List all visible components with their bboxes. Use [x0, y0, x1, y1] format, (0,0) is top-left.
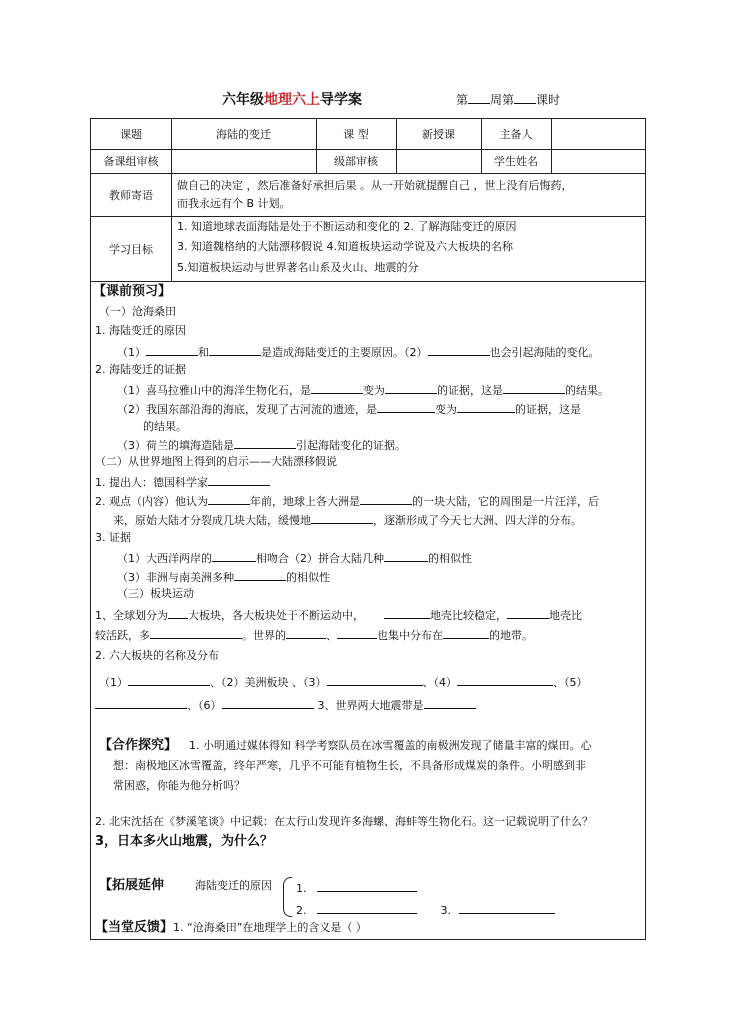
student-name-field[interactable]	[551, 149, 647, 173]
extend-item-1: 1.	[296, 880, 417, 896]
topic-value: 海陆的变迁	[216, 128, 271, 141]
q1-line: （1） 和 是造成海陆变迁的主要原因。（2） 也会引起海陆的变化。	[117, 346, 600, 359]
brace-bracket	[283, 877, 292, 917]
b2-line1: （1） 、（2）美洲板块 、（3） 、（4） 、（5）	[99, 676, 588, 689]
section-1-title: （一）沧海桑田	[99, 305, 176, 318]
explore-q2: 2. 北宋沈括在《梦溪笔谈》中记载：在太行山发现许多海螺、海蚌等生物化石。这一记载说明了什么？	[95, 815, 593, 828]
explore-q3: 3，日本多火山地震，为什么？	[95, 834, 274, 849]
feedback-line: 【当堂反馈】1. “沧海桑田”在地理学上的含义是（ ）	[95, 920, 367, 935]
q2-title: 2. 海陆变迁的证据	[95, 363, 186, 376]
explore-line1: 【合作探究】 1. 小明通过媒体得知 科学考察队员在冰雪覆盖的南极洲发现了储量丰富的煤田。心	[99, 738, 592, 753]
explore-line2: 想：南极地区冰雪覆盖，终年严寒，几乎不可能有植物生长，不具备形成煤炭的条件。小明感到非	[113, 759, 586, 772]
extend-item-2: 2. 3.	[296, 902, 555, 918]
p3b-line: （3）非洲与南美洲多种 的相似性	[117, 571, 330, 584]
grade-review-value[interactable]	[396, 149, 481, 173]
objective-line3: 5.知道板块运动与世界著名山系及火山、地震的分	[177, 261, 419, 274]
lesson-number: 第 周第 课时	[456, 93, 561, 107]
p1-line: 1. 提出人：德国科学家	[95, 474, 270, 490]
q2c-line: （3）荷兰的填海造陆是 引起海陆变化的证据。	[117, 439, 406, 452]
preview-heading: 【课前预习】	[93, 284, 172, 299]
group-review-label: 备课组审核	[103, 155, 159, 168]
b1-line2: 较活跃，多 。世界的 、 也集中分布在 的地带。	[95, 629, 533, 642]
worksheet-table	[90, 118, 646, 940]
b2-line2: 、（6） 3、世界两大地震带是	[95, 697, 476, 713]
lesson-type-value: 新授课	[422, 128, 455, 141]
student-name-label: 学生姓名	[494, 155, 538, 168]
document-title: 六年级地理六上导学案	[222, 92, 362, 108]
p2-line2: 来，原始大陆才分裂成几块大陆，缓慢地 ，逐渐形成了今天七大洲、四大洋的分布。	[113, 514, 582, 527]
q2b-line2: 的结果。	[143, 420, 187, 433]
q2a-line: （1）喜马拉雅山中的海洋生物化石，是 变为 的证据，这是 的结果。	[117, 384, 609, 397]
preparer-value[interactable]	[551, 119, 647, 149]
objectives-label: 学习目标	[109, 242, 153, 256]
grade-review-label: 级部审核	[334, 155, 378, 168]
objective-line2: 3. 知道魏格纳的大陆漂移假说 4.知道板块运动学说及六大板块的名称	[177, 240, 513, 253]
preparer-label: 主备人	[499, 128, 533, 141]
p3-title: 3. 证据	[95, 531, 131, 544]
section-2-title: （二）从世界地图上得到的启示——大陆漂移假说	[95, 455, 337, 468]
lesson-type-label: 课 型	[343, 128, 369, 141]
explore-line3: 常困惑，你能为他分析吗？	[113, 779, 245, 792]
extend-label: 海陆变迁的原因	[195, 879, 272, 892]
b2-title: 2. 六大板块的名称及分布	[95, 649, 219, 662]
section-3-title: （三）板块运动	[117, 587, 194, 600]
q2b-line: （2）我国东部沿海的海底，发现了古河流的遗迹，是 变为 的证据，这是	[117, 403, 581, 416]
document-header	[0, 89, 744, 111]
extend-heading: 【拓展延伸	[99, 878, 165, 893]
teacher-message-line2: 而我永远有个 B 计划。	[177, 197, 291, 210]
p2-line: 2. 观点（内容）他认为 年前，地球上各大洲是 的一块大陆，它的周围是一片汪洋，后	[95, 495, 599, 508]
teacher-message-line1: 做自己的决定 ，然后准备好承担后果 。从一开始就提醒自己 ，世上没有后悔药，	[177, 179, 573, 192]
topic-label: 课题	[120, 128, 142, 141]
teacher-message-label: 教师寄语	[109, 188, 153, 202]
p3a-line: （1）大西洋两岸的 相吻合（2）拼合大陆几种 的相似性	[117, 552, 472, 565]
q1-title: 1. 海陆变迁的原因	[95, 324, 186, 337]
group-review-value[interactable]	[171, 149, 316, 173]
objective-line1: 1. 知道地球表面海陆是处于不断运动和变化的 2. 了解海陆变迁的原因	[177, 220, 517, 233]
b1-line: 1、全球划分为 大板块，各大板块处于不断运动中， 地壳比较稳定， 地壳比	[95, 609, 582, 622]
